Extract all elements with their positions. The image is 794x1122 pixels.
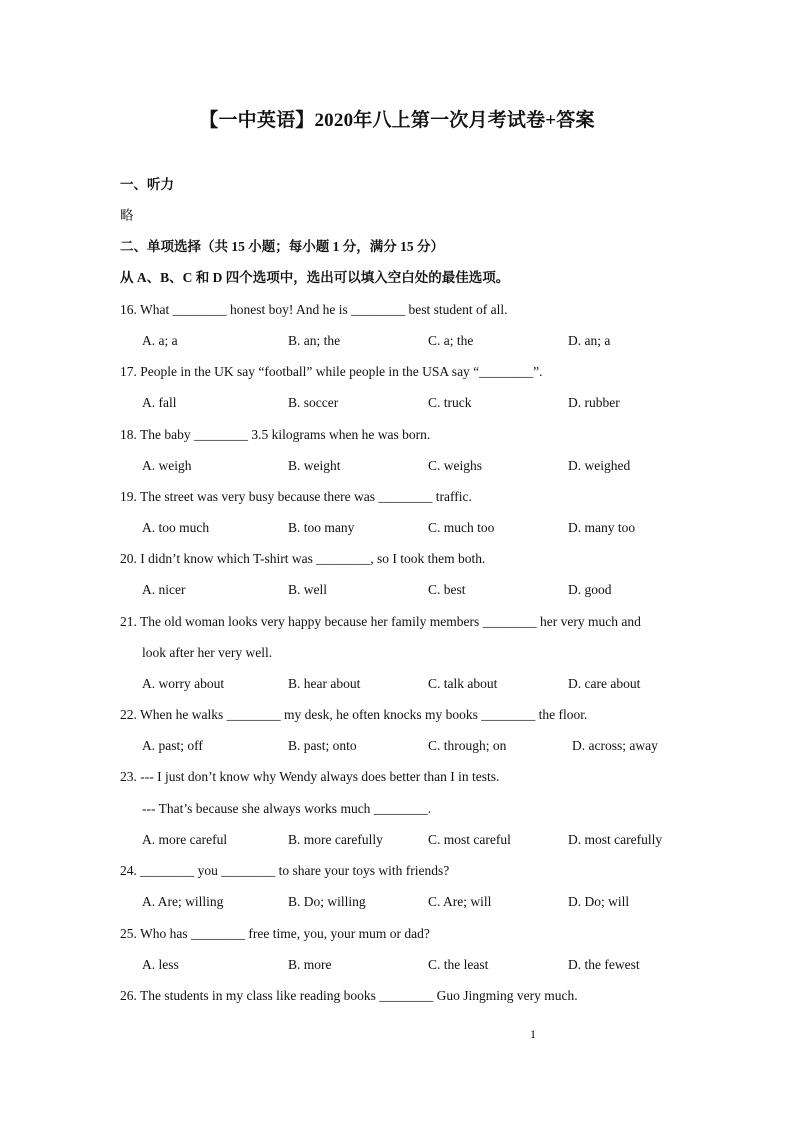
question-17-option-a: A. fall: [142, 395, 177, 410]
question-16-option-d: D. an; a: [568, 333, 611, 348]
question-25-option-c: C. the least: [428, 957, 489, 972]
question-19-option-c: C. much too: [428, 520, 495, 535]
question-22-option-b: B. past; onto: [288, 738, 357, 753]
question-21-option-c: C. talk about: [428, 676, 498, 691]
question-22-option-a: A. past; off: [142, 738, 203, 753]
question-23-option-b: B. more carefully: [288, 832, 383, 847]
question-21-option-d: D. care about: [568, 676, 641, 691]
question-18-option-b: B. weight: [288, 458, 341, 473]
question-23-continuation: --- That’s because she always works much ________.: [142, 801, 432, 816]
question-19-stem: 19. The street was very busy because there was ________ traffic.: [120, 489, 472, 504]
document-title: 【一中英语】2020年八上第一次月考试卷+答案: [199, 110, 595, 131]
question-20-stem: 20. I didn’t know which T-shirt was ________, so I took them both.: [120, 551, 486, 566]
question-17-stem: 17. People in the UK say “football” while people in the USA say “________”.: [120, 364, 543, 379]
question-23-option-a: A. more careful: [142, 832, 228, 847]
section-choice-heading: 二、单项选择（共 15 小题；每小题 1 分，满分 15 分）: [120, 239, 444, 254]
question-24-option-b: B. Do; willing: [288, 894, 366, 909]
question-19-option-d: D. many too: [568, 520, 636, 535]
question-23-option-d: D. most carefully: [568, 832, 663, 847]
question-18-option-d: D. weighed: [568, 458, 631, 473]
question-17-option-b: B. soccer: [288, 395, 339, 410]
question-20-option-c: C. best: [428, 582, 466, 597]
question-19-option-b: B. too many: [288, 520, 355, 535]
page-number: 1: [530, 1027, 536, 1041]
section-listening-heading: 一、听力: [120, 177, 174, 192]
question-24-option-c: C. Are; will: [428, 894, 492, 909]
question-24-option-a: A. Are; willing: [142, 894, 224, 909]
question-21-option-b: B. hear about: [288, 676, 361, 691]
question-25-option-a: A. less: [142, 957, 179, 972]
question-22-option-d: D. across; away: [572, 738, 658, 753]
section-listening-note: 略: [120, 208, 134, 223]
question-19-option-a: A. too much: [142, 520, 210, 535]
question-20-option-a: A. nicer: [142, 582, 186, 597]
question-16-stem: 16. What ________ honest boy! And he is ________ best student of all.: [120, 302, 508, 317]
question-16-option-c: C. a; the: [428, 333, 474, 348]
question-24-stem: 24. ________ you ________ to share your toys with friends?: [120, 863, 450, 878]
question-18-option-a: A. weigh: [142, 458, 192, 473]
question-25-stem: 25. Who has ________ free time, you, your mum or dad?: [120, 926, 430, 941]
question-21-continuation: look after her very well.: [142, 645, 273, 660]
question-17-option-c: C. truck: [428, 395, 472, 410]
question-16-option-b: B. an; the: [288, 333, 341, 348]
question-18-stem: 18. The baby ________ 3.5 kilograms when he was born.: [120, 427, 431, 442]
question-20-option-d: D. good: [568, 582, 612, 597]
question-25-option-d: D. the fewest: [568, 957, 640, 972]
section-choice-instruction: 从 A、B、C 和 D 四个选项中，选出可以填入空白处的最佳选项。: [120, 270, 510, 285]
question-21-option-a: A. worry about: [142, 676, 225, 691]
question-23-stem: 23. --- I just don’t know why Wendy always does better than I in tests.: [120, 769, 500, 784]
question-18-option-c: C. weighs: [428, 458, 482, 473]
question-22-option-c: C. through; on: [428, 738, 507, 753]
question-16-option-a: A. a; a: [142, 333, 178, 348]
question-25-option-b: B. more: [288, 957, 332, 972]
question-17-option-d: D. rubber: [568, 395, 620, 410]
question-20-option-b: B. well: [288, 582, 327, 597]
question-22-stem: 22. When he walks ________ my desk, he often knocks my books ________ the floor.: [120, 707, 588, 722]
question-23-option-c: C. most careful: [428, 832, 511, 847]
question-21-stem: 21. The old woman looks very happy because her family members ________ her very much and: [120, 614, 641, 629]
question-24-option-d: D. Do; will: [568, 894, 630, 909]
question-26-stem: 26. The students in my class like reading books ________ Guo Jingming very much.: [120, 988, 578, 1003]
